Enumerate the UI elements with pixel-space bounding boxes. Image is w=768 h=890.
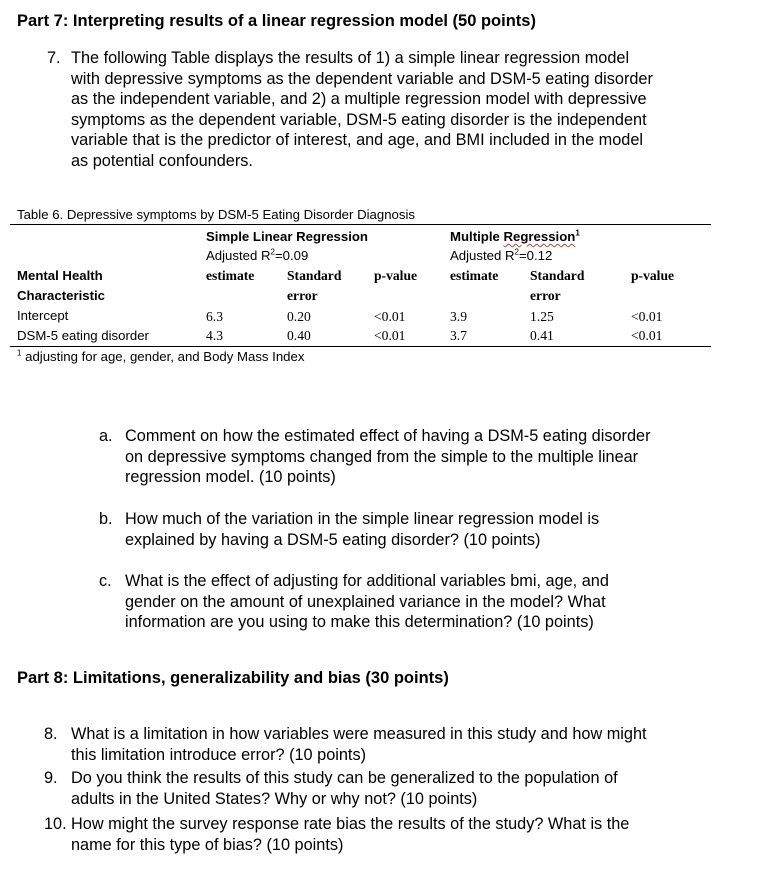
question-7 xyxy=(47,48,747,172)
row-header-line2: Characteristic xyxy=(17,288,105,303)
table-caption: Table 6. Depressive symptoms by DSM-5 Eating Disorder Diagnosis xyxy=(17,207,415,222)
sub-question-b xyxy=(99,509,739,553)
cell-simple-se: 0.40 xyxy=(287,328,311,343)
question-line: on depressive symptoms changed from the simple to the multiple linear xyxy=(125,447,639,466)
question-line: The following Table displays the results of 1) a simple linear regression model xyxy=(71,49,630,67)
cell-multiple-pvalue: <0.01 xyxy=(631,309,663,324)
question-8 xyxy=(44,724,744,768)
question-line: as potential confounders. xyxy=(71,151,253,170)
question-line: What is a limitation in how variables were measured in this study and how might xyxy=(71,725,647,743)
question-number: 10. xyxy=(44,815,67,833)
cell-multiple-estimate: 3.9 xyxy=(450,309,467,324)
cell-multiple-estimate: 3.7 xyxy=(450,328,467,343)
question-9 xyxy=(44,768,744,812)
cell-simple-estimate: 4.3 xyxy=(206,328,223,343)
question-number: 9. xyxy=(44,769,58,787)
table-footnote: $^1$ adjusting for age, gender, and Body Mass Index xyxy=(17,348,305,364)
question-line: symptoms as the dependent variable, DSM-5 eating disorder is the independent xyxy=(71,110,647,129)
table-bottom-rule xyxy=(10,346,711,347)
question-line: name for this type of bias? (10 points) xyxy=(71,835,344,854)
question-line: How much of the variation in the simple linear regression model is xyxy=(125,510,600,528)
col-simple-se-2: error xyxy=(287,288,318,303)
multiple-regression-title: Multiple Regression$^1$ xyxy=(450,228,580,244)
question-line: variable that is the predictor of interest, and age, and BMI included in the model xyxy=(71,131,643,150)
sub-question-letter: a. xyxy=(99,427,113,445)
part7-heading: Part 7: Interpreting results of a linear regression model (50 points) xyxy=(17,12,536,30)
cell-simple-se: 0.20 xyxy=(287,309,311,324)
part8-heading: Part 8: Limitations, generalizability and bias (30 points) xyxy=(17,669,449,687)
sub-question-letter: c. xyxy=(99,572,112,590)
simple-regression-title: Simple Linear Regression xyxy=(206,229,368,244)
cell-multiple-se: 0.41 xyxy=(530,328,554,343)
col-simple-se: Standard xyxy=(287,268,342,283)
question-line: this limitation introduce error? (10 points) xyxy=(71,745,367,764)
question-number: 8. xyxy=(44,725,58,743)
question-line: as the independent variable, and 2) a multiple regression model with depressive xyxy=(71,90,647,109)
sub-question-a xyxy=(99,426,739,490)
col-simple-pvalue: p-value xyxy=(374,268,418,283)
row-header-line1: Mental Health xyxy=(17,268,103,283)
col-multiple-pvalue: p-value xyxy=(631,268,675,283)
cell-simple-pvalue: <0.01 xyxy=(374,309,406,324)
col-multiple-se: Standard xyxy=(530,268,585,283)
question-line: information are you using to make this determination? (10 points) xyxy=(125,613,594,632)
sub-question-c xyxy=(99,571,739,635)
row-label: DSM-5 eating disorder xyxy=(17,328,149,343)
question-line: What is the effect of adjusting for additional variables bmi, age, and xyxy=(125,572,609,590)
question-line: Comment on how the estimated effect of having a DSM-5 eating disorder xyxy=(125,427,651,445)
col-multiple-se-2: error xyxy=(530,288,561,303)
question-10 xyxy=(44,814,744,858)
question-line: with depressive symptoms as the dependent variable and DSM-5 eating disorder xyxy=(71,69,653,88)
question-line: gender on the amount of unexplained variance in the model? What xyxy=(125,592,606,611)
col-simple-estimate: estimate xyxy=(206,268,255,283)
question-line: explained by having a DSM-5 eating disorder? (10 points) xyxy=(125,530,541,549)
cell-multiple-pvalue: <0.01 xyxy=(631,328,663,343)
row-label: Intercept xyxy=(17,308,69,323)
question-line: regression model. (10 points) xyxy=(125,468,336,487)
col-multiple-estimate: estimate xyxy=(450,268,499,283)
table-top-rule xyxy=(10,224,711,225)
simple-adjusted-r2: Adjusted $R^2=0.09$ xyxy=(206,247,309,263)
question-line: How might the survey response rate bias the results of the study? What is the xyxy=(71,815,630,833)
cell-multiple-se: 1.25 xyxy=(530,309,554,324)
question-number: 7. xyxy=(47,49,61,67)
question-line: adults in the United States? Why or why not? (10 points) xyxy=(71,789,478,808)
cell-simple-pvalue: <0.01 xyxy=(374,328,406,343)
cell-simple-estimate: 6.3 xyxy=(206,309,223,324)
question-line: Do you think the results of this study can be generalized to the population of xyxy=(71,769,618,787)
sub-question-letter: b. xyxy=(99,510,113,528)
multiple-adjusted-r2: Adjusted $R^2=0.12$ xyxy=(450,247,553,263)
